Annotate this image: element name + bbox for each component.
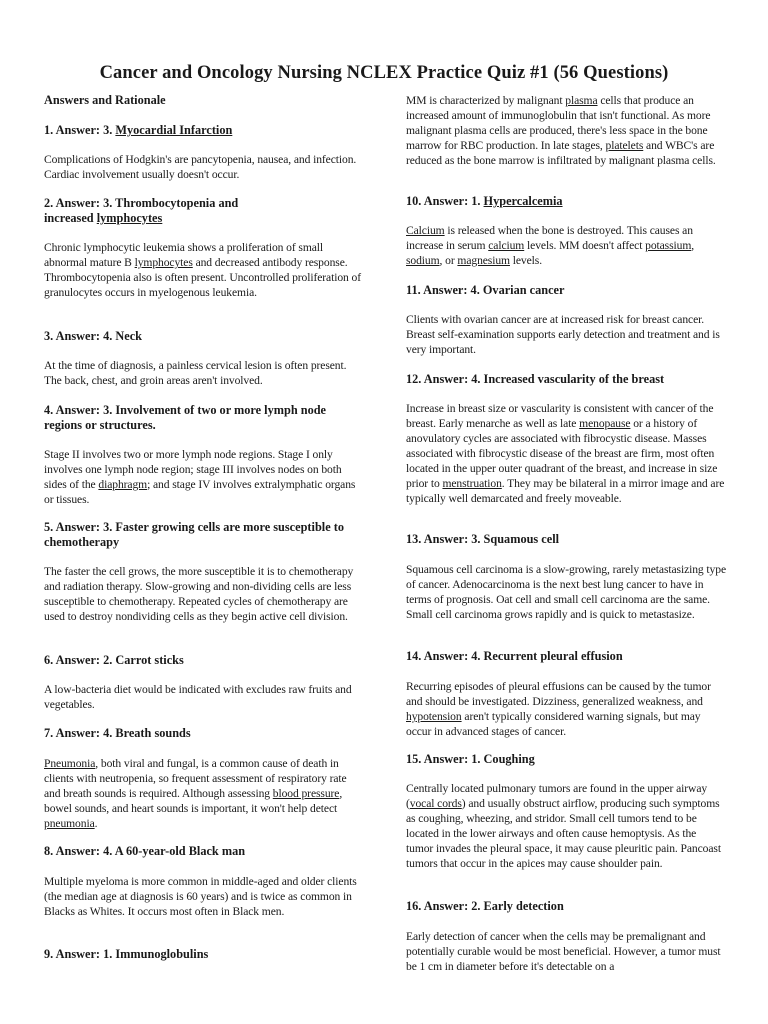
calcium-link-2[interactable]: calcium xyxy=(488,239,525,252)
rationale-6: A low-bacteria diet would be indicated with excludes raw fruits and vegetables. xyxy=(44,683,352,711)
answer-12-heading: 12. Answer: 4. Increased vascularity of the breast xyxy=(406,372,665,386)
rationale-14-text-b: aren't typically considered warning signals, but may occur in advanced stages of cancer. xyxy=(406,710,701,738)
pneumonia-link[interactable]: Pneumonia xyxy=(44,757,96,770)
rationale-13: Squamous cell carcinoma is a slow-growing, rarely metastasizing type of cancer. Adenocarcinoma is the next best lung cancer to have in terms of prognosis. Oat cell and small cell carcinoma are the same. Small cell carcinoma grows rapidly and is quick to metastasize. xyxy=(406,563,726,621)
rationale-15-text-b: ) and usually obstruct airflow, producing such symptoms as coughing, wheezing, and stridor. Small cell tumors tend to be located in the lower airways and often cause hemoptysis. As the tumor invades the pleural space, it may cause pleuritic pain. Pancoast tumors that occur in the apices may cause shoulder pain. xyxy=(406,797,721,870)
answer-14-heading: 14. Answer: 4. Recurrent pleural effusion xyxy=(406,649,623,663)
answer-1-prefix: 1. Answer: 3. xyxy=(44,123,116,137)
lymphocytes-link-2[interactable]: lymphocytes xyxy=(134,256,193,269)
answer-1-heading xyxy=(44,123,362,138)
rationale-2-text-b: and decreased antibody response. Thrombocytopenia also is often present. Uncontrolled proliferation of granulocytes occurs in myelogenous leukemia. xyxy=(44,256,361,299)
rationale-10 xyxy=(406,223,726,268)
hypotension-link[interactable]: hypotension xyxy=(406,710,462,723)
section-subtitle: Answers and Rationale xyxy=(44,93,166,107)
answer-2-line1: 2. Answer: 3. Thrombocytopenia and xyxy=(44,196,239,210)
answer-4-heading: 4. Answer: 3. Involvement of two or more lymph node regions or structures. xyxy=(44,403,327,432)
pneumonia-link-2[interactable]: pneumonia xyxy=(44,817,95,830)
rationale-9-text-c: and WBC's are reduced as the bone marrow is infiltrated by malignant plasma cells. xyxy=(406,139,716,167)
sodium-link[interactable]: sodium xyxy=(406,254,440,267)
answer-7-heading: 7. Answer: 4. Breath sounds xyxy=(44,726,191,740)
menopause-link[interactable]: menopause xyxy=(579,417,631,430)
platelets-link[interactable]: platelets xyxy=(605,139,644,152)
rationale-12-text-c: . They may be bilateral in a mirror image and are typically well demarcated and freely moveable. xyxy=(406,477,725,505)
answer-11-heading: 11. Answer: 4. Ovarian cancer xyxy=(406,283,565,297)
rationale-16: Early detection of cancer when the cells may be premalignant and potentially curable would be most beneficial. However, a tumor must be 1 cm in diameter before it's detectable on a xyxy=(406,930,721,973)
rationale-9 xyxy=(406,93,726,168)
answer-16-heading: 16. Answer: 2. Early detection xyxy=(406,899,564,913)
potassium-link[interactable]: potassium xyxy=(645,239,692,252)
lymphocytes-link[interactable]: lymphocytes xyxy=(96,211,163,225)
answer-5-heading: 5. Answer: 3. Faster growing cells are more susceptible to chemotherapy xyxy=(44,520,344,549)
rationale-1: Complications of Hodgkin's are pancytopenia, nausea, and infection. Cardiac involvement usually doesn't occur. xyxy=(44,153,357,181)
rationale-4-text-a: Stage II involves two or more lymph node regions. Stage I only involves one lymph node region; stage III involves nodes on both sides of the xyxy=(44,448,342,491)
rationale-7 xyxy=(44,756,362,831)
rationale-4-text-b: ; and stage IV involves extralymphatic organs or tissues. xyxy=(44,478,356,506)
rationale-10-text-c: , xyxy=(691,239,695,252)
vocal-cords-link[interactable]: vocal cords xyxy=(409,797,462,810)
rationale-12-text-b: or a history of anovulatory cycles are associated with fibrocystic disease. Masses associated with fibrocystic disease of the breast are firm, most often located in the upper outer quadrant of the breast, and increase in size prior to xyxy=(406,417,718,490)
hypercalcemia-link[interactable]: Hypercalcemia xyxy=(483,194,563,208)
rationale-10-text-a: is released when the bone is destroyed. This causes an increase in serum xyxy=(406,224,693,252)
rationale-9-text-b: cells that produce an increased amount of immunoglobulin that isn't functional. As more malignant plasma cells are produced, there's less space in the bone marrow for RBC production. In late stages, xyxy=(406,94,711,152)
menstruation-link[interactable]: menstruation xyxy=(442,477,502,490)
rationale-12-text-a: Increase in breast size or vascularity is consistent with cancer of the breast. Early menarche as well as late xyxy=(406,402,714,430)
rationale-14-text-a: Recurring episodes of pleural effusions can be caused by the tumor and should be investigated. Dizziness, generalized weakness, and xyxy=(406,680,711,708)
answer-2-prefix: increased xyxy=(44,211,97,225)
rationale-7-text-a: , both viral and fungal, is a common cause of death in clients with neutropenia, so frequent assessment of respiratory rate and breath sounds is required. Although assessing xyxy=(44,757,347,800)
answer-9-heading: 9. Answer: 1. Immunoglobulins xyxy=(44,947,209,961)
rationale-3: At the time of diagnosis, a painless cervical lesion is often present. The back, chest, and groin areas aren't involved. xyxy=(44,359,347,387)
rationale-12 xyxy=(406,401,726,506)
answer-2-heading xyxy=(44,196,362,226)
rationale-10-text-b: levels. MM doesn't affect xyxy=(524,239,646,252)
rationale-4 xyxy=(44,447,362,507)
rationale-10-text-d: , or xyxy=(439,254,458,267)
rationale-7-text-c: . xyxy=(94,817,98,830)
answer-13-heading: 13. Answer: 3. Squamous cell xyxy=(406,532,560,546)
calcium-link[interactable]: Calcium xyxy=(406,224,445,237)
rationale-2 xyxy=(44,240,362,300)
rationale-15 xyxy=(406,781,726,871)
rationale-5: The faster the cell grows, the more susceptible it is to chemotherapy and radiation therapy. Slow-growing and non-dividing cells are less susceptible to chemotherapy. Repeated cycles of chemotherapy are used to destroy nondividing cells as they begin active cell division. xyxy=(44,565,354,623)
rationale-2-text-a: Chronic lymphocytic leukemia shows a proliferation of small abnormal mature B xyxy=(44,241,324,269)
plasma-link[interactable]: plasma xyxy=(565,94,598,107)
rationale-9-text-a: MM is characterized by malignant xyxy=(406,94,566,107)
diaphragm-link[interactable]: diaphragm xyxy=(98,478,148,491)
rationale-7-text-b: , bowel sounds, and heart sounds is important, it won't help detect xyxy=(44,787,343,815)
answer-3-heading: 3. Answer: 4. Neck xyxy=(44,329,143,343)
blood-pressure-link[interactable]: blood pressure xyxy=(272,787,340,800)
rationale-8: Multiple myeloma is more common in middle-aged and older clients (the median age at diagnosis is 60 years) and is twice as common in Blacks as Whites. It occurs most often in Black men. xyxy=(44,875,357,918)
rationale-10-text-e: levels. xyxy=(509,254,543,267)
answer-8-heading: 8. Answer: 4. A 60-year-old Black man xyxy=(44,844,246,858)
answer-15-heading: 15. Answer: 1. Coughing xyxy=(406,752,535,766)
rationale-11: Clients with ovarian cancer are at increased risk for breast cancer. Breast self-examination supports early detection and treatment and is very important. xyxy=(406,313,720,356)
answer-6-heading: 6. Answer: 2. Carrot sticks xyxy=(44,653,184,667)
answer-10-heading xyxy=(406,194,726,209)
answer-10-prefix: 10. Answer: 1. xyxy=(406,194,484,208)
magnesium-link[interactable]: magnesium xyxy=(457,254,510,267)
rationale-14 xyxy=(406,679,726,739)
myocardial-infarction-link[interactable]: Myocardial Infarction xyxy=(115,123,233,137)
page-title: Cancer and Oncology Nursing NCLEX Practice Quiz #1 (56 Questions) xyxy=(99,63,669,83)
rationale-15-text-a: Centrally located pulmonary tumors are found in the upper airway ( xyxy=(406,782,708,810)
